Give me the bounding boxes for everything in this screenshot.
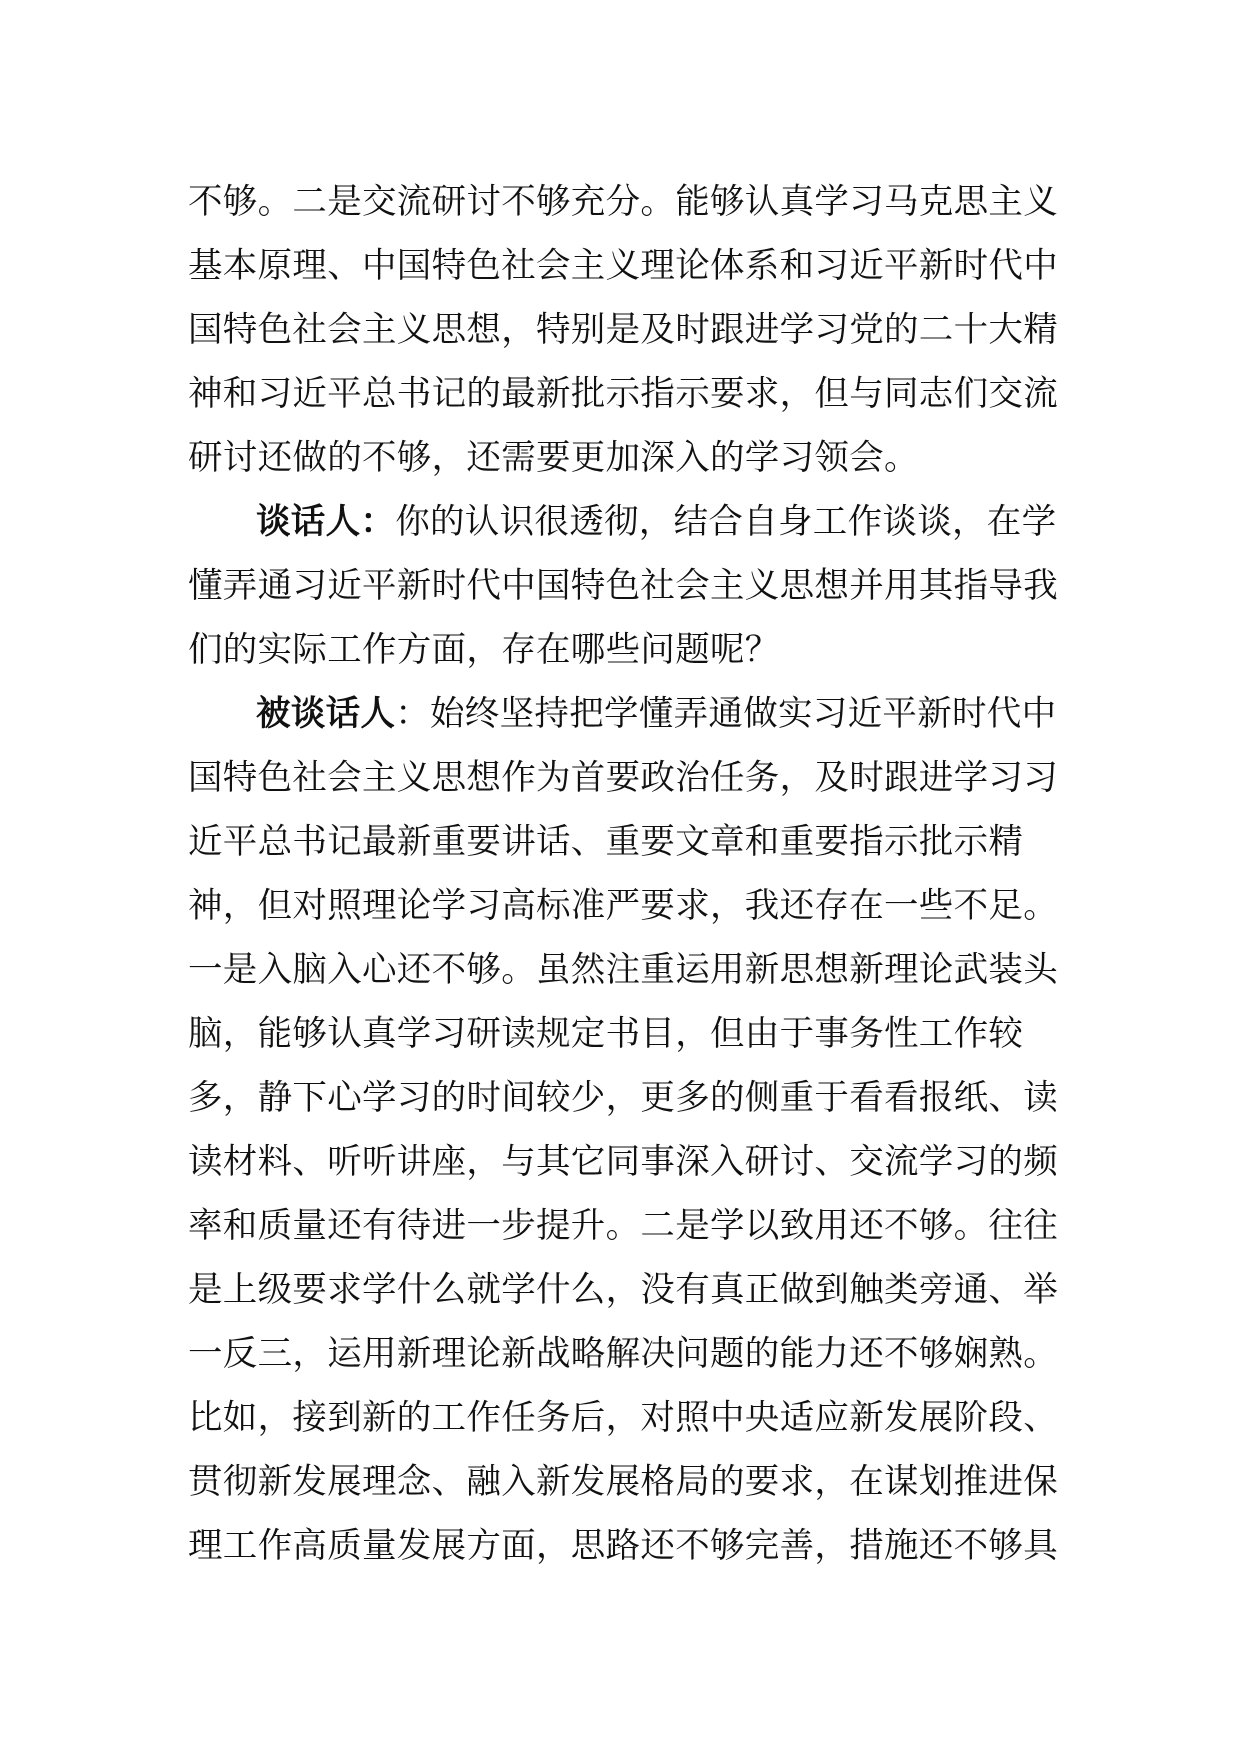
text-line: [188, 810, 1058, 874]
line-text: 基本原理、中国特色社会主义理论体系和习近平新时代中: [188, 246, 1058, 286]
line-text: 近平总书记最新重要讲话、重要文章和重要指示批示精: [188, 822, 1024, 862]
body-text: [188, 170, 1058, 1578]
line-text: 神和习近平总书记的最新批示指示要求，但与同志们交流: [188, 374, 1058, 414]
line-text: 一反三，运用新理论新战略解决问题的能力还不够娴熟。: [188, 1334, 1058, 1374]
text-line: [188, 874, 1058, 938]
line-text: 懂弄通习近平新时代中国特色社会主义思想并用其指导我: [188, 566, 1058, 606]
line-text: 一是入脑入心还不够。虽然注重运用新思想新理论武装头: [188, 950, 1058, 990]
text-line: [188, 1194, 1058, 1258]
line-text: 脑，能够认真学习研读规定书目，但由于事务性工作较: [188, 1014, 1024, 1054]
line-text: 国特色社会主义思想，特别是及时跟进学习党的二十大精: [188, 310, 1058, 350]
text-line: [188, 938, 1058, 1002]
text-line: [188, 1450, 1058, 1514]
text-line: [188, 1258, 1058, 1322]
line-text: 神，但对照理论学习高标准严要求，我还存在一些不足。: [188, 886, 1058, 926]
line-text: 理工作高质量发展方面，思路还不够完善，措施还不够具: [188, 1526, 1058, 1566]
interviewee-paragraph-start: [188, 682, 1058, 746]
line-text: 们的实际工作方面，存在哪些问题呢？: [188, 630, 780, 670]
text-line: [188, 1386, 1058, 1450]
text-line: [188, 1514, 1058, 1578]
text-line: [188, 426, 1058, 490]
text-line: [188, 618, 1058, 682]
line-text: 是上级要求学什么就学什么，没有真正做到触类旁通、举: [188, 1270, 1058, 1310]
interviewer-paragraph-start: [188, 490, 1058, 554]
text-line: [188, 746, 1058, 810]
text-line: [188, 1066, 1058, 1130]
line-text: 多，静下心学习的时间较少，更多的侧重于看看报纸、读: [188, 1078, 1058, 1118]
interviewee-label: 被谈话人: [256, 694, 396, 734]
text-line: [188, 1322, 1058, 1386]
text-line: [188, 362, 1058, 426]
text-line: [188, 554, 1058, 618]
interviewer-label: 谈话人：: [256, 502, 396, 542]
line-text: 贯彻新发展理念、融入新发展格局的要求，在谋划推进保: [188, 1462, 1058, 1502]
line-text: ：始终坚持把学懂弄通做实习近平新时代中: [395, 694, 1057, 734]
line-text: 比如，接到新的工作任务后，对照中央适应新发展阶段、: [188, 1398, 1058, 1438]
text-line: [188, 1002, 1058, 1066]
line-text: 不够。二是交流研讨不够充分。能够认真学习马克思主义: [188, 182, 1058, 222]
line-text: 研讨还做的不够，还需要更加深入的学习领会。: [188, 438, 919, 478]
text-line: [188, 170, 1058, 234]
line-text: 你的认识很透彻，结合自身工作谈谈，在学: [395, 502, 1057, 542]
line-text: 率和质量还有待进一步提升。二是学以致用还不够。往往: [188, 1206, 1058, 1246]
line-text: 读材料、听听讲座，与其它同事深入研讨、交流学习的频: [188, 1142, 1058, 1182]
text-line: [188, 234, 1058, 298]
line-text: 国特色社会主义思想作为首要政治任务，及时跟进学习习: [188, 758, 1058, 798]
text-line: [188, 1130, 1058, 1194]
text-line: [188, 298, 1058, 362]
